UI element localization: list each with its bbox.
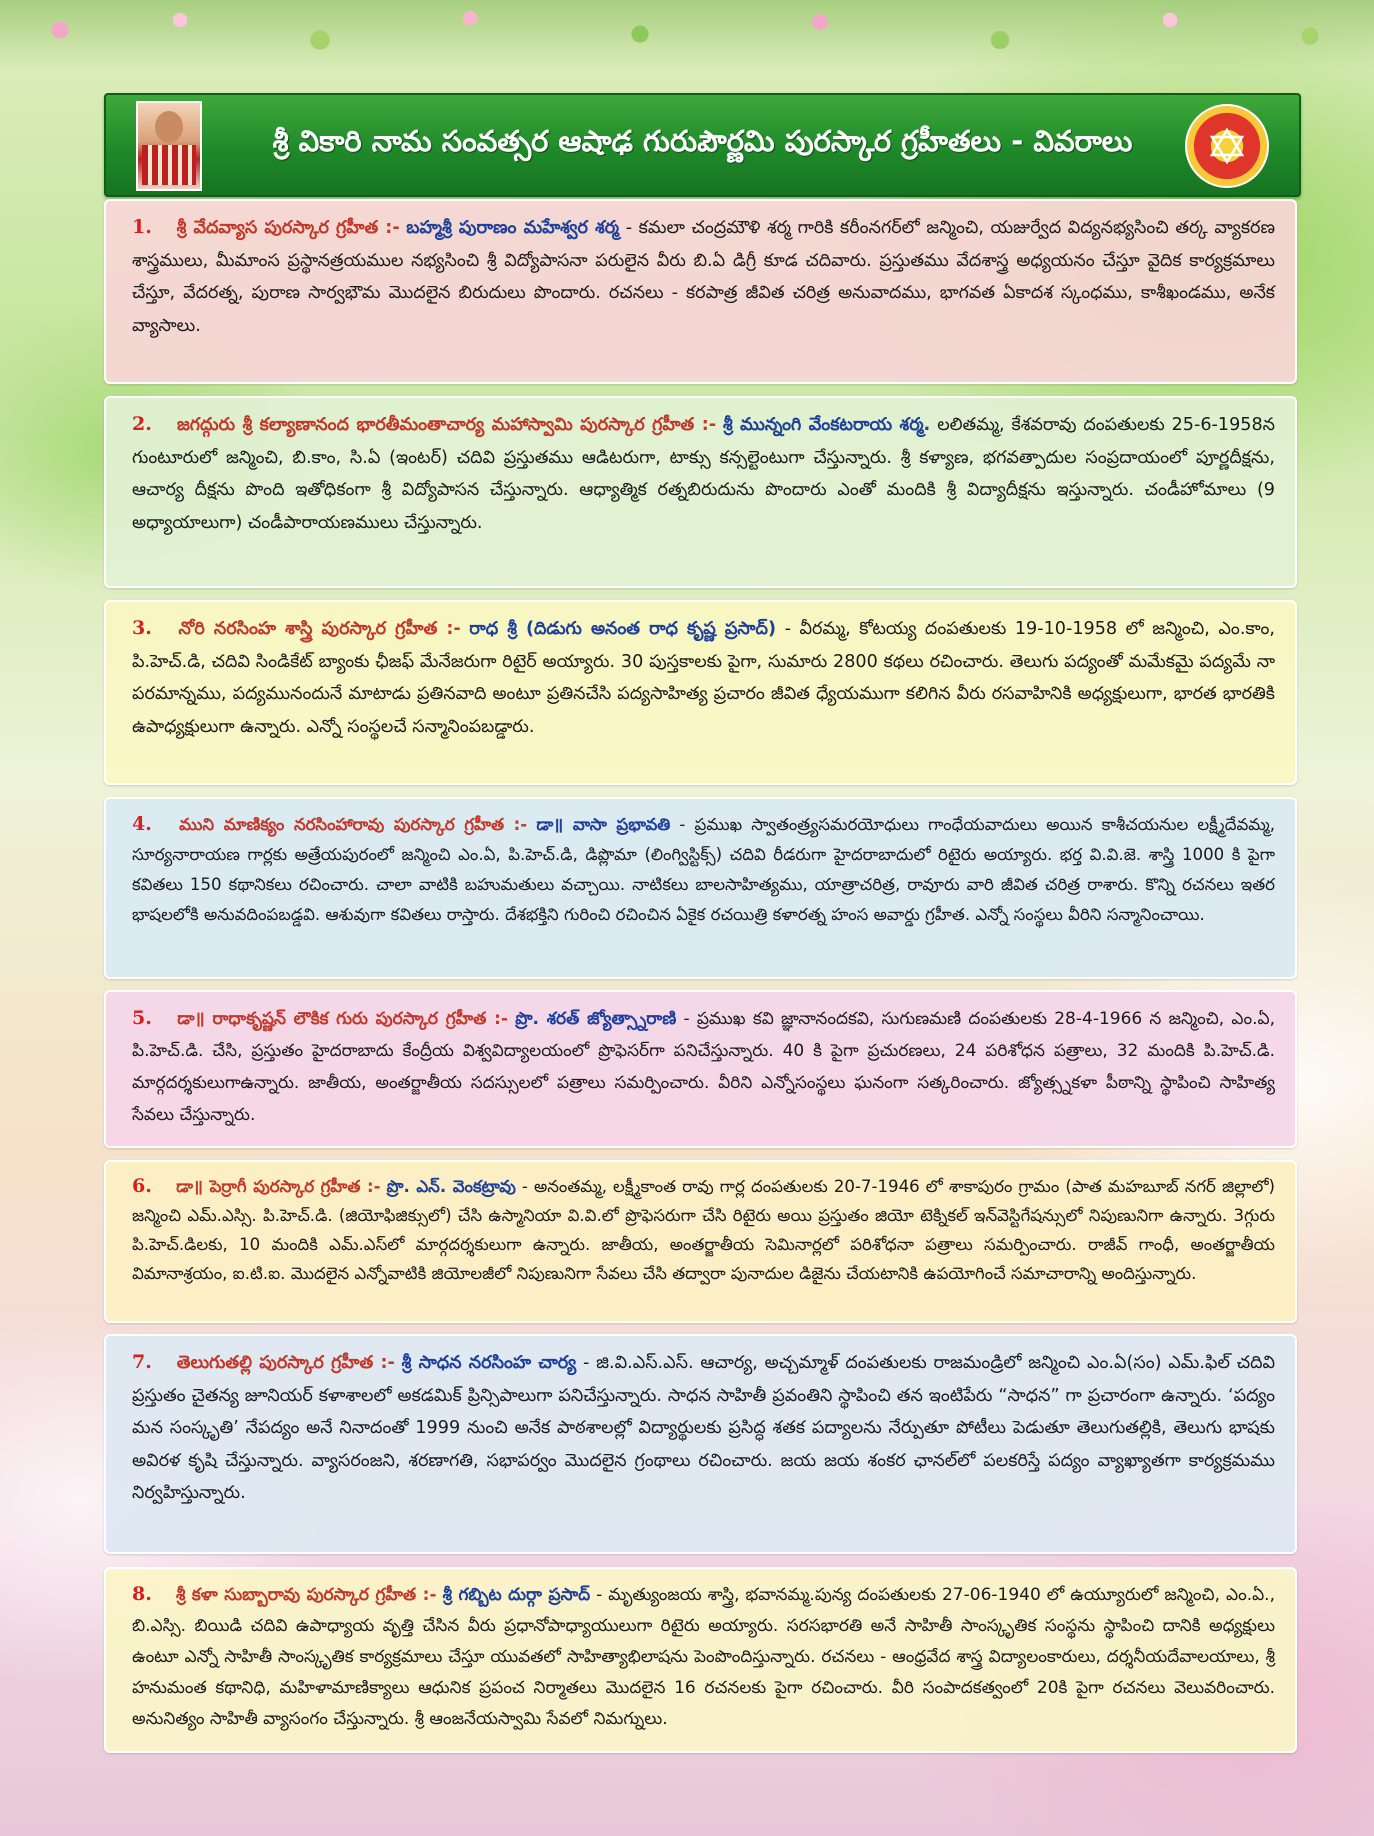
award-entry-text: [132, 1172, 1275, 1288]
award-number: 3.: [132, 617, 152, 639]
portrait-shawl: [142, 145, 196, 185]
award-details: - వీరమ్మ, కోటయ్య దంపతులకు 19-10-1958 లో జన్మించి, ఎం.కాం, పి.హెచ్.డి, చదివి సిండికేట్ బ్యాంకు ఛీజఫ్ మేనేజరుగా రిటైర్ అయ్యారు. 30 పుస్తకాలకు పైగా, సుమారు 2800 కథలు రచించారు. తెలుగు పద్యంతో మమేకమై పద్యమే నా పరమాన్నము, పద్యమునందునే మాటాడు ప్రతినవాది అంటూ ప్రతినచేసి పద్యసాహిత్య ప్రచారం జీవిత ధ్యేయముగా కలిగిన వీరు రసవాహినికి అధ్యక్షులుగా, భారత భారతికి ఉపాధ్యక్షులుగా ఉన్నారు. ఎన్నో సంస్థలచే సన్మానింపబడ్డారు.: [132, 619, 1276, 737]
recipient-name: ప్రొ. ఎన్. వెంకట్రావు: [386, 1177, 516, 1196]
award-details: - జి.వి.ఎస్.ఎస్. ఆచార్య, అచ్చమ్మాళ్ దంపతులకు రాజమండ్రిలో జన్మించి ఎం.ఏ(సం) ఎమ్.ఫిల్ చదివి ప్రస్తుతం చైతన్య జూనియర్ కళాశాలలో అకడమిక్ ప్రిన్సిపాలుగా పనిచేస్తున్నారు. సాధన సాహితీ ప్రవంతిని స్థాపించి తన ఇంటిపేరు “సాధన” గా ప్రచారంగా ఉన్నారు. ‘పద్యం మన సంస్కృతి’ నేపద్యం అనే నినాదంతో 1999 నుంచి అనేక పాఠశాలల్లో విద్యార్థులకు ప్రసిద్ధ శతక పద్యాలను నేర్పుతూ పోటీలు పెడుతూ తెలుగుతల్లికి, తెలుగు భాషకు అవిరళ కృషి చేస్తున్నారు. వ్యాసరంజని, శరణాగతి, సభాపర్వం మొదలైన గ్రంథాలు రచించారు. జయ జయ శంకర ఛానల్‌లో పలకరిస్తే పద్యం వ్యాఖ్యాతగా కార్యక్రమము నిర్వహిస్తున్నారు.: [132, 1353, 1276, 1503]
award-card-3: [104, 600, 1297, 785]
award-title: జగద్గురు శ్రీ కల్యాణానంద భారతీమంతాచార్య మహాస్వామి పురస్కార గ్రహీత :-: [176, 415, 717, 435]
recipient-name: బహ్మశ్రీ పురాణం మహేశ్వర శర్మ: [406, 218, 620, 238]
award-card-1: [104, 199, 1297, 384]
award-entry-text: [132, 809, 1275, 930]
award-number: 8.: [132, 1583, 152, 1605]
award-entry-text: [132, 408, 1275, 539]
recipient-name: డా॥ వాసా ప్రభావతి: [536, 815, 671, 834]
award-number: 5.: [132, 1007, 152, 1029]
award-details: లలితమ్మ, కేశవరావు దంపతులకు 25-6-1958న గుంటూరులో జన్మించి, బి.కాం, సి.ఏ (ఇంటర్) చదివి ప్రస్తుతము ఆడిటరుగా, టాక్సు కన్సల్టెంటుగా చేస్తున్నారు. శ్రీ కళ్యాణ, భగవత్పాదుల సంప్రదాయంలో పూర్ణదీక్షను, ఆచార్య దీక్షను పొంది ఇతోధికంగా శ్రీ విద్యోపాసన చేస్తున్నారు. ఆధ్యాత్మిక రత్నబిరుదును పొందారు ఎంతో మందికి శ్రీ విద్యాదీక్షను ఇస్తున్నారు. చండీహోమాలు (9 అధ్యాయాలుగా) చండీపారాయణములు చేస్తున్నారు.: [132, 415, 1276, 533]
award-title: డా॥ పెర్రాగీ పురస్కార గ్రహీత :-: [176, 1177, 381, 1196]
award-entry-text: [132, 1002, 1275, 1131]
award-title: ముని మాణిక్యం నరసింహారావు పురస్కార గ్రహీత :-: [179, 815, 528, 834]
award-entry-text: [132, 612, 1275, 743]
page-title: శ్రీ వికారి నామ సంవత్సర ఆషాఢ గురుపౌర్ణమి పురస్కార గ్రహీతలు - వివరాలు: [272, 124, 1133, 158]
award-number: 4.: [132, 813, 152, 835]
award-card-4: [104, 797, 1297, 979]
floral-top-border: [0, 0, 1374, 70]
recipient-name: శ్రీ సాధన నరసింహ చార్య: [401, 1353, 577, 1373]
award-card-5: [104, 990, 1297, 1148]
award-card-6: [104, 1160, 1297, 1323]
star-of-david-icon: [1209, 128, 1245, 164]
organization-emblem-icon: [1185, 104, 1269, 188]
recipient-name: ప్రొ. శరత్ జ్యోత్స్నారాణి: [515, 1009, 677, 1029]
award-card-8: [104, 1567, 1297, 1753]
award-number: 2.: [132, 413, 152, 435]
guru-portrait: [136, 101, 202, 191]
award-card-2: [104, 396, 1297, 588]
award-details: - కమలా చంద్రమౌళి శర్మ గారికి కరీంనగర్‌లో జన్మించి, యజుర్వేద విద్యనభ్యసించి తర్క వ్యాకరణ శాస్త్రములు, మీమాంస ప్రస్థానత్రయముల నభ్యసించి శ్రీ విద్యోపాసనా పరులైన వీరు బి.ఏ డిగ్రీ కూడ చదివారు. ప్రస్తుతము వేదశాస్త్ర అధ్యయనం చేస్తూ వైదిక కార్యక్రమాలు చేస్తూ, వేదరత్న, పురాణ సార్వభౌమ మొదలైన బిరుదులు పొందారు. రచనలు - కరపాత్ర జీవిత చరిత్ర అనువాదము, భాగవత ఏకాదశ స్కంధము, కాశీఖండము, అనేక వ్యాసాలు.: [132, 218, 1276, 336]
award-title: డా॥ రాధాకృష్ణన్ లౌకిక గురు పురస్కార గ్రహీత :-: [177, 1009, 508, 1029]
award-entry-text: [132, 211, 1275, 342]
award-details: - మృత్యుంజయ శాస్త్రి, భవానమ్మ.పున్య దంపతులకు 27-06-1940 లో ఉయ్యూరులో జన్మించి, ఎం.ఏ., బి.ఎస్సి. బియిడి చదివి ఉపాధ్యాయ వృత్తి చేసిన వీరు ప్రధానోపాధ్యాయులుగా రిటైరు అయ్యారు. సరసభారతి అనే సాహితీ సాంస్కృతిక సంస్థను స్థాపించి దానికి అధ్యక్షులు ఉంటూ ఎన్నో సాహితీ సాంస్కృతిక కార్యక్రమాలు చేస్తూ యువతలో సాహిత్యాభిలాషను పెంపొందిస్తున్నారు. రచనలు - ఆంధ్రవేద శాస్త్ర విద్యాలంకారులు, దర్శనీయదేవాలయాలు, శ్రీ హనుమంత కథానిధి, మహిళామాణిక్యాలు ఆధునిక ప్రపంచ నిర్మాతలు మొదలైన 16 రచనలకు పైగా రచించారు. వీరి సంపాదకత్వంలో 20కి పైగా రచనలు వెలువరించారు. అనునిత్యం సాహితీ వ్యాసంగం చేస్తున్నారు. శ్రీ ఆంజనేయస్వామి సేవలో నిమగ్నులు.: [132, 1585, 1275, 1729]
award-entry-text: [132, 1346, 1275, 1510]
award-number: 7.: [132, 1351, 152, 1373]
recipient-name: శ్రీ మున్నంగి వేంకటరాయ శర్మ.: [722, 415, 931, 435]
award-title: శ్రీ కళా సుబ్బారావు పురస్కార గ్రహీత :-: [176, 1585, 437, 1605]
award-title: శ్రీ వేదవ్యాస పురస్కార గ్రహీత :-: [176, 218, 400, 238]
award-details: - ప్రముఖ స్వాతంత్ర్యసమరయోధులు గాంధేయవాదులు అయిన కాశీచయనుల లక్ష్మీదేవమ్మ, సూర్యనారాయణ గార్లకు అత్రేయపురంలో జన్మించి ఎం.ఏ, పి.హెచ్.డి, డిప్లొమా (లింగ్విస్టిక్స్) చదివి రీడరుగా హైదరాబాదులో రిటైరు అయ్యారు. భర్త వి.వి.జె. శాస్త్రి 1000 కి పైగా కవితలు 150 కథానికలు రచించారు. చాలా వాటికి బహుమతులు వచ్చాయి. నాటికలు బాలసాహిత్యము, యాత్రాచరిత్ర, రావూరు వారి జీవిత చరిత్ర రాశారు. కొన్ని రచనలు ఇతర భాషలలోకి అనువదింపబడ్డవి. ఆశువుగా కవితలు రాస్తారు. దేశభక్తిని గురించి రచించిన ఏకైక రచయిత్రి కళారత్న హంస అవార్డు గ్రహీత. ఎన్నో సంస్థలు వీరిని సన్మానించాయి.: [132, 815, 1275, 924]
title-banner: [104, 93, 1301, 197]
award-number: 1.: [132, 216, 152, 238]
award-card-7: [104, 1334, 1297, 1554]
recipient-name: రాధ శ్రీ (దిడుగు అనంత రాధ కృష్ణ ప్రసాద్): [469, 619, 777, 639]
award-number: 6.: [132, 1175, 152, 1197]
portrait-face: [155, 111, 183, 143]
award-entry-text: [132, 1579, 1275, 1735]
award-details: - ప్రముఖ కవి జ్ఞానానందకవి, సుగుణమణి దంపతులకు 28-4-1966 న జన్మించి, ఎం.ఏ, పి.హెచ్.డి. చేసి, ప్రస్తుతం హైదరాబాదు కేంద్రీయ విశ్వవిద్యాలయంలో ప్రొఫెసర్‌గా పనిచేస్తున్నారు. 40 కి పైగా ప్రచురణలు, 24 పరిశోధన పత్రాలు, 32 మందికి పి.హెచ్.డి. మార్గదర్శకులుగాఉన్నారు. జాతీయ, అంతర్జాతీయ సదస్సులలో పత్రాలు సమర్పించారు. వీరిని ఎన్నోసంస్థలు ఘనంగా సత్కరించారు. జ్యోత్స్నకళా పీఠాన్ని స్థాపించి సాహిత్య సేవలు చేస్తున్నారు.: [132, 1009, 1276, 1125]
award-title: తెలుగుతల్లి పురస్కార గ్రహీత :-: [176, 1353, 395, 1373]
award-details: - అనంతమ్మ, లక్ష్మీకాంత రావు గార్ల దంపతులకు 20-7-1946 లో శాకాపురం గ్రామం (పాత మహబూబ్ నగర్ జిల్లాలో) జన్మించి ఎమ్.ఎస్సి. పి.హెచ్.డి. (జియోఫిజిక్సులో) చేసి ఉస్మానియా వి.వి.లో ప్రొఫెసరుగా చేసి రిటైరు అయి ప్రస్తుతం జియో టెక్నికల్ ఇన్‌వెస్టిగేషన్సులో నిపుణునిగా ఉన్నారు. 3గ్గురు పి.హెచ్.డిలకు, 10 మందికి ఎమ్.ఎస్‌లో మార్గదర్శకులుగా ఉన్నారు. జాతీయ, అంతర్జాతీయ సెమినార్లలో పరిశోధనా పత్రాలు సమర్పించారు. రాజీవ్ గాంధీ, అంతర్జాతీయ విమానాశ్రయం, ఐ.టి.ఐ. మొదలైన ఎన్నోవాటికి జియోలజీలో నిపుణునిగా సేవలు చేసి తద్వారా పునాదుల డిజైను చేయటానికి ఉపయోగించే సమాచారాన్ని అందిస్తున్నారు.: [132, 1177, 1276, 1283]
award-title: నోరి నరసింహ శాస్త్రి పురస్కార గ్రహీత :-: [178, 619, 461, 639]
recipient-name: శ్రీ గబ్బిట దుర్గా ప్రసాద్: [442, 1585, 591, 1605]
